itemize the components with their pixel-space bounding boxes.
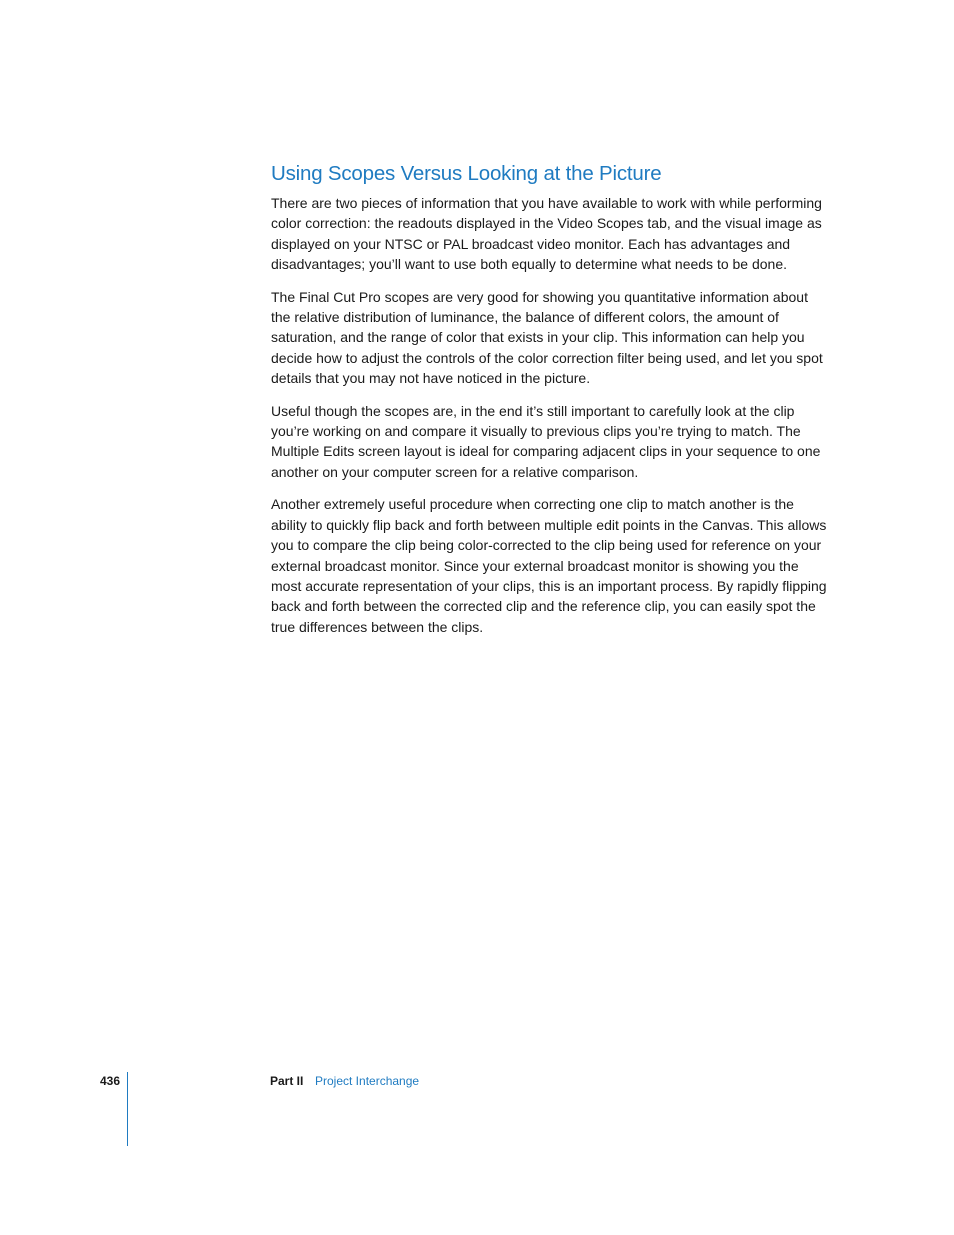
page-number: 436 — [99, 1074, 120, 1088]
body-paragraph: Useful though the scopes are, in the end it’s still important to carefully look at the clip you’re working on and compare it visually to previous clips you’re trying to match. The Multiple Edits screen layout is ideal for comparing adjacent clips in your sequence to one another on your computer screen for a relative comparison. — [271, 402, 821, 480]
body-paragraph: There are two pieces of information that you have available to work with while performing color correction: the readouts displayed in the Video Scopes tab, and the visual image as displayed on your NTSC or PAL broadcast video monitor. Each has advantages and disadvantages; you’ll want to use both equally to determine what needs to be done. — [271, 195, 822, 273]
footer-part-label: Part II — [270, 1074, 304, 1088]
body-paragraph: Another extremely useful procedure when correcting one clip to match another is the ability to quickly flip back and forth between multiple edit points in the Canvas. This allows you to compare the clip being color-corrected to the clip being used for reference on your external broadcast monitor. Since your external broadcast monitor is showing you the most accurate representation of your clips, this is an important process. By rapidly flipping back and forth between the corrected clip and the reference clip, you can easily spot the true differences between the clips. — [271, 496, 827, 635]
page-content — [271, 160, 831, 649]
body-paragraph: The Final Cut Pro scopes are very good for showing you quantitative information about the relative distribution of luminance, the balance of different colors, the amount of saturation, and the range of color that exists in your clip. This information can help you decide how to adjust the controls of the color correction filter being used, and let you spot details that you may not have noticed in the picture. — [271, 288, 823, 387]
footer-divider — [127, 1072, 128, 1146]
section-title: Using Scopes Versus Looking at the Picture — [271, 162, 662, 185]
footer-chapter-link[interactable]: Project Interchange — [315, 1074, 420, 1088]
